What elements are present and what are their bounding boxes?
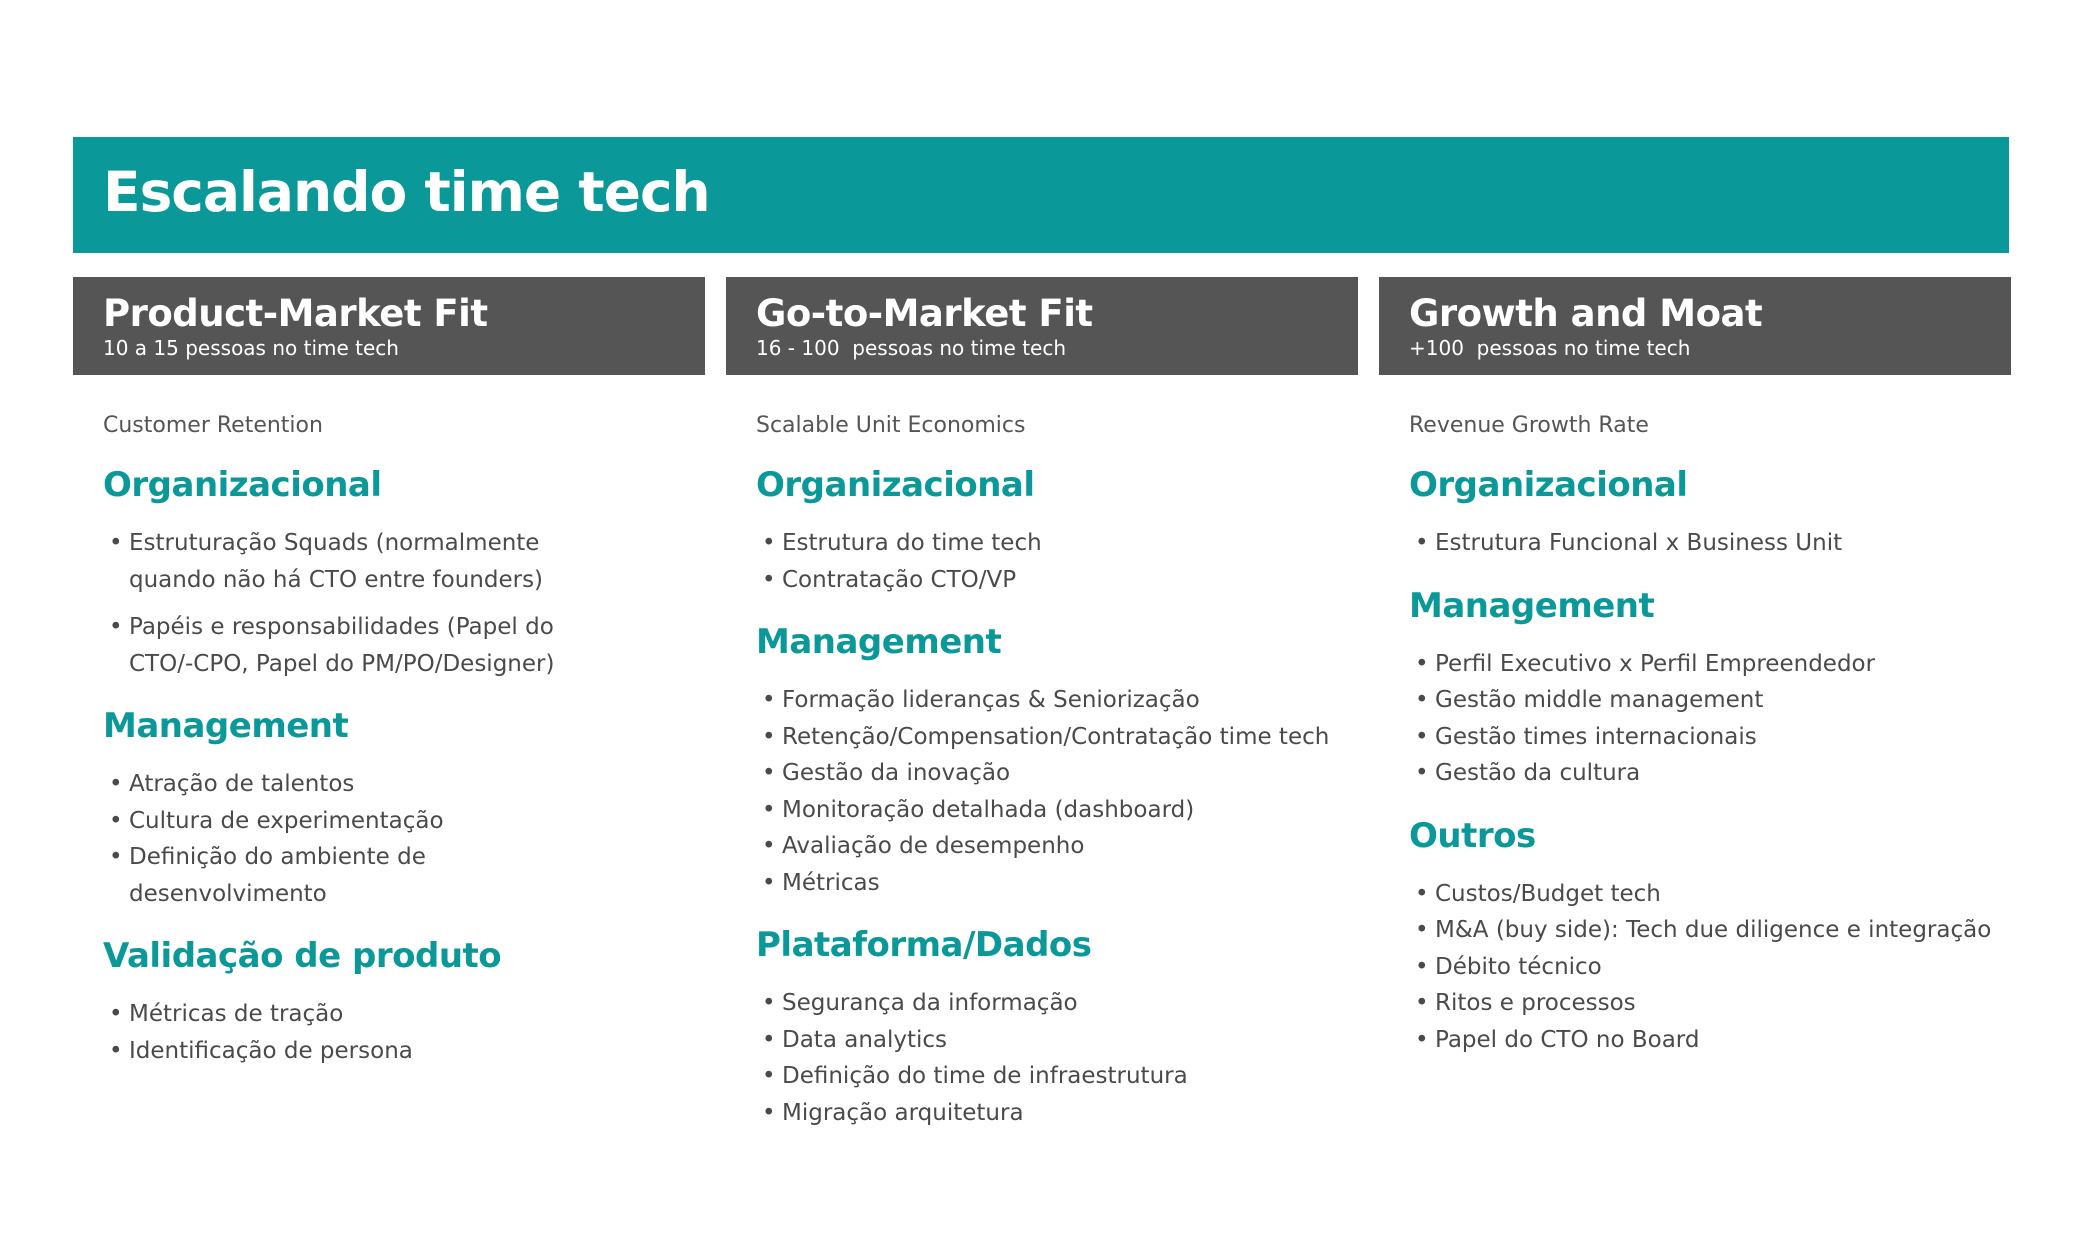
list-item <box>1409 525 2011 562</box>
list-item-text: Débito técnico <box>1435 953 1602 980</box>
bullet-icon: • <box>109 807 123 834</box>
bullet-icon: • <box>1415 1026 1429 1053</box>
list-item-text: Segurança da informação <box>782 990 1078 1016</box>
bullet-icon: • <box>109 844 123 870</box>
list-item-text: Monitoração detalhada (dashboard) <box>782 796 1195 823</box>
bullet-icon: • <box>109 1037 123 1064</box>
list-item <box>1409 755 2011 792</box>
bullet-icon: • <box>762 869 776 896</box>
bullet-icon: • <box>109 1001 123 1027</box>
list-item <box>1409 682 2011 719</box>
bullet-icon: • <box>762 566 776 593</box>
list-item <box>1409 949 2011 986</box>
column-header <box>726 277 1358 375</box>
list-item <box>103 609 619 682</box>
key-metric: Revenue Growth Rate <box>1409 413 1649 438</box>
list-item-text: Avaliação de desempenho <box>782 833 1085 859</box>
list-item <box>1409 719 2011 756</box>
list-item-text: Contratação CTO/VP <box>782 566 1017 593</box>
list-item <box>756 562 1358 599</box>
bullet-icon: • <box>762 796 776 823</box>
section-list <box>756 525 1358 598</box>
list-item <box>756 1058 1358 1095</box>
column-body <box>1379 375 2011 1058</box>
section-title-management: Management <box>756 622 1002 662</box>
list-item-text: Estruturação Squads (normalmente quando não há CTO entre founders) <box>129 530 544 593</box>
bullet-icon: • <box>762 687 776 713</box>
section-list <box>103 996 705 1069</box>
list-item <box>1409 646 2011 683</box>
bullet-icon: • <box>762 1026 776 1053</box>
section-title-management: Management <box>103 706 349 746</box>
section-list <box>103 766 705 912</box>
bullet-icon: • <box>109 771 123 797</box>
list-item <box>756 792 1358 829</box>
list-item-text: Papel do CTO no Board <box>1435 1026 1700 1053</box>
title-banner <box>73 137 2009 253</box>
list-item <box>103 525 619 598</box>
column-growth-and-moat <box>1379 277 2011 1080</box>
list-item <box>103 766 619 803</box>
bullet-icon: • <box>1415 760 1429 786</box>
list-item-text: Gestão middle management <box>1435 687 1764 713</box>
section-list <box>756 985 1358 1131</box>
list-item <box>1409 985 2011 1022</box>
bullet-icon: • <box>762 723 776 750</box>
column-go-to-market-fit <box>726 277 1358 1153</box>
column-product-market-fit <box>73 277 705 1091</box>
section-title-validacao-de-produto: Validação de produto <box>103 936 502 976</box>
list-item-text: Definição do time de infraestrutura <box>782 1063 1188 1089</box>
list-item-text: Atração de talentos <box>129 771 355 797</box>
bullet-icon: • <box>1415 650 1429 677</box>
column-body <box>726 375 1358 1131</box>
bullet-icon: • <box>762 833 776 859</box>
list-item <box>756 828 1358 865</box>
list-item <box>756 682 1358 719</box>
list-item <box>1409 876 2011 913</box>
list-item-text: Métricas <box>782 869 880 896</box>
bullet-icon: • <box>1415 917 1429 943</box>
bullet-icon: • <box>109 614 123 640</box>
column-subtitle: 16 - 100 pessoas no time tech <box>756 336 1067 360</box>
bullet-icon: • <box>1415 530 1429 556</box>
bullet-icon: • <box>1415 880 1429 907</box>
bullet-icon: • <box>762 760 776 786</box>
list-item <box>756 755 1358 792</box>
list-item-text: M&A (buy side): Tech due diligence e integração <box>1435 917 1992 943</box>
bullet-icon: • <box>762 1099 776 1126</box>
column-subtitle: +100 pessoas no time tech <box>1409 336 1691 360</box>
section-list <box>756 682 1358 901</box>
column-body <box>73 375 705 1069</box>
key-metric: Scalable Unit Economics <box>756 413 1026 438</box>
column-title: Product-Market Fit <box>103 292 488 335</box>
list-item <box>103 839 619 912</box>
list-item <box>756 985 1358 1022</box>
list-item <box>756 1022 1358 1059</box>
section-title-outros: Outros <box>1409 815 1536 856</box>
bullet-icon: • <box>1415 687 1429 713</box>
column-title: Go-to-Market Fit <box>756 292 1093 335</box>
section-title-organizacional: Organizacional <box>103 465 382 505</box>
bullet-icon: • <box>1415 953 1429 980</box>
list-item-text: Data analytics <box>782 1026 948 1053</box>
page-title: Escalando time tech <box>103 160 710 224</box>
list-item-text: Gestão times internacionais <box>1435 723 1757 750</box>
list-item-text: Estrutura do time tech <box>782 530 1042 556</box>
list-item-text: Estrutura Funcional x Business Unit <box>1435 530 1843 556</box>
list-item-text: Papéis e responsabilidades (Papel do CTO/-CPO, Papel do PM/PO/Designer) <box>129 614 555 677</box>
list-item <box>756 525 1358 562</box>
bullet-icon: • <box>762 1063 776 1089</box>
list-item <box>756 719 1358 756</box>
bullet-icon: • <box>1415 990 1429 1016</box>
bullet-icon: • <box>762 990 776 1016</box>
list-item <box>103 1033 619 1070</box>
section-list <box>103 525 705 682</box>
column-subtitle: 10 a 15 pessoas no time tech <box>103 336 399 360</box>
column-header <box>1379 277 2011 375</box>
key-metric: Customer Retention <box>103 413 323 438</box>
list-item-text: Perfil Executivo x Perfil Empreendedor <box>1435 650 1876 677</box>
section-title-organizacional: Organizacional <box>756 465 1035 505</box>
list-item-text: Migração arquitetura <box>782 1099 1024 1126</box>
section-list <box>1409 525 2011 562</box>
list-item <box>756 1095 1358 1132</box>
list-item-text: Gestão da cultura <box>1435 760 1641 786</box>
section-title-plataforma-dados: Plataforma/Dados <box>756 925 1092 965</box>
list-item <box>1409 912 2011 949</box>
bullet-icon: • <box>1415 723 1429 750</box>
section-title-organizacional: Organizacional <box>1409 465 1688 505</box>
list-item <box>103 996 619 1033</box>
list-item-text: Definição do ambiente de desenvolvimento <box>129 844 426 907</box>
list-item-text: Ritos e processos <box>1435 990 1636 1016</box>
column-title: Growth and Moat <box>1409 292 1763 335</box>
list-item <box>1409 1022 2011 1059</box>
list-item-text: Custos/Budget tech <box>1435 880 1661 907</box>
list-item <box>103 803 619 840</box>
bullet-icon: • <box>762 530 776 556</box>
list-item-text: Formação lideranças & Seniorização <box>782 687 1200 713</box>
section-list <box>1409 876 2011 1059</box>
section-list <box>1409 646 2011 792</box>
column-header <box>73 277 705 375</box>
list-item-text: Identificação de persona <box>129 1037 413 1064</box>
list-item <box>756 865 1358 902</box>
list-item-text: Gestão da inovação <box>782 760 1011 786</box>
list-item-text: Métricas de tração <box>129 1001 344 1027</box>
list-item-text: Cultura de experimentação <box>129 807 444 834</box>
bullet-icon: • <box>109 530 123 556</box>
section-title-management: Management <box>1409 585 1655 626</box>
list-item-text: Retenção/Compensation/Contratação time tech <box>782 723 1330 750</box>
